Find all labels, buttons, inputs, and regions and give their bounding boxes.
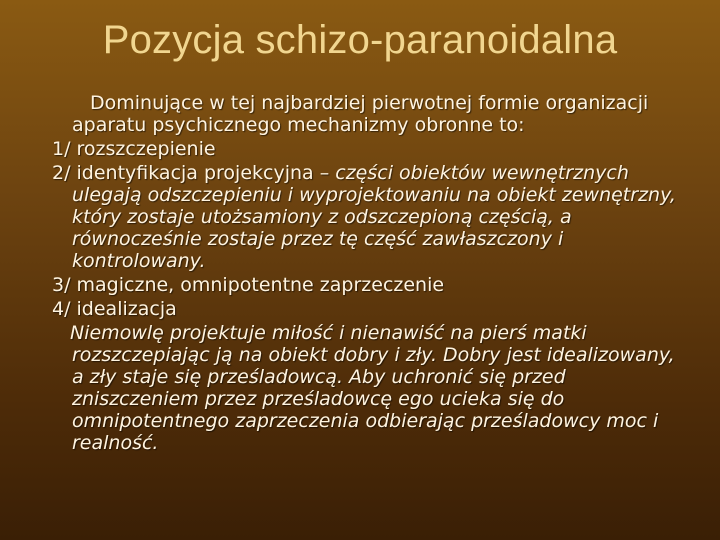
list-item-2-label: 2/ identyfikacja projekcyjna – — [52, 162, 336, 184]
intro-text: Dominujące w tej najbardziej pierwotnej formie organizacji aparatu psychicznego mechanizmy obronne to: — [72, 92, 649, 136]
list-item-3-label: 3/ magiczne, omnipotentne zaprzeczenie — [52, 274, 445, 296]
list-item-4-label: 4/ idealizacja — [52, 298, 177, 320]
slide-title: Pozycja schizo-paranoidalna — [102, 18, 618, 62]
list-item-2 — [52, 162, 682, 272]
closing-text: Niemowlę projektuje miłość i nienawiść na pierś matki rozszczepiając ją na obiekt dobry i zły. Dobry jest idealizowany, a zły staje się prześladowcą. Aby uchronić się przed zniszczeniem przez prześladowcę ego ucieka się do omnipotentnego zaprzeczenia odbierając prześladowcy moc i realność. — [70, 322, 675, 454]
list-item-1 — [52, 138, 682, 160]
list-item-4 — [52, 298, 682, 320]
list-item-1-label: 1/ rozszczepienie — [52, 138, 216, 160]
list-item-3 — [52, 274, 682, 296]
slide-body — [52, 92, 682, 456]
list-item-2-detail: części obiektów wewnętrznych ulegają odszczepieniu i wyprojektowaniu na obiekt zewnętrzny, który zostaje utożsamiony z odszczepioną częścią, a równocześnie zostaje przez tę część zawłaszczony i kontrolowany. — [72, 162, 676, 272]
